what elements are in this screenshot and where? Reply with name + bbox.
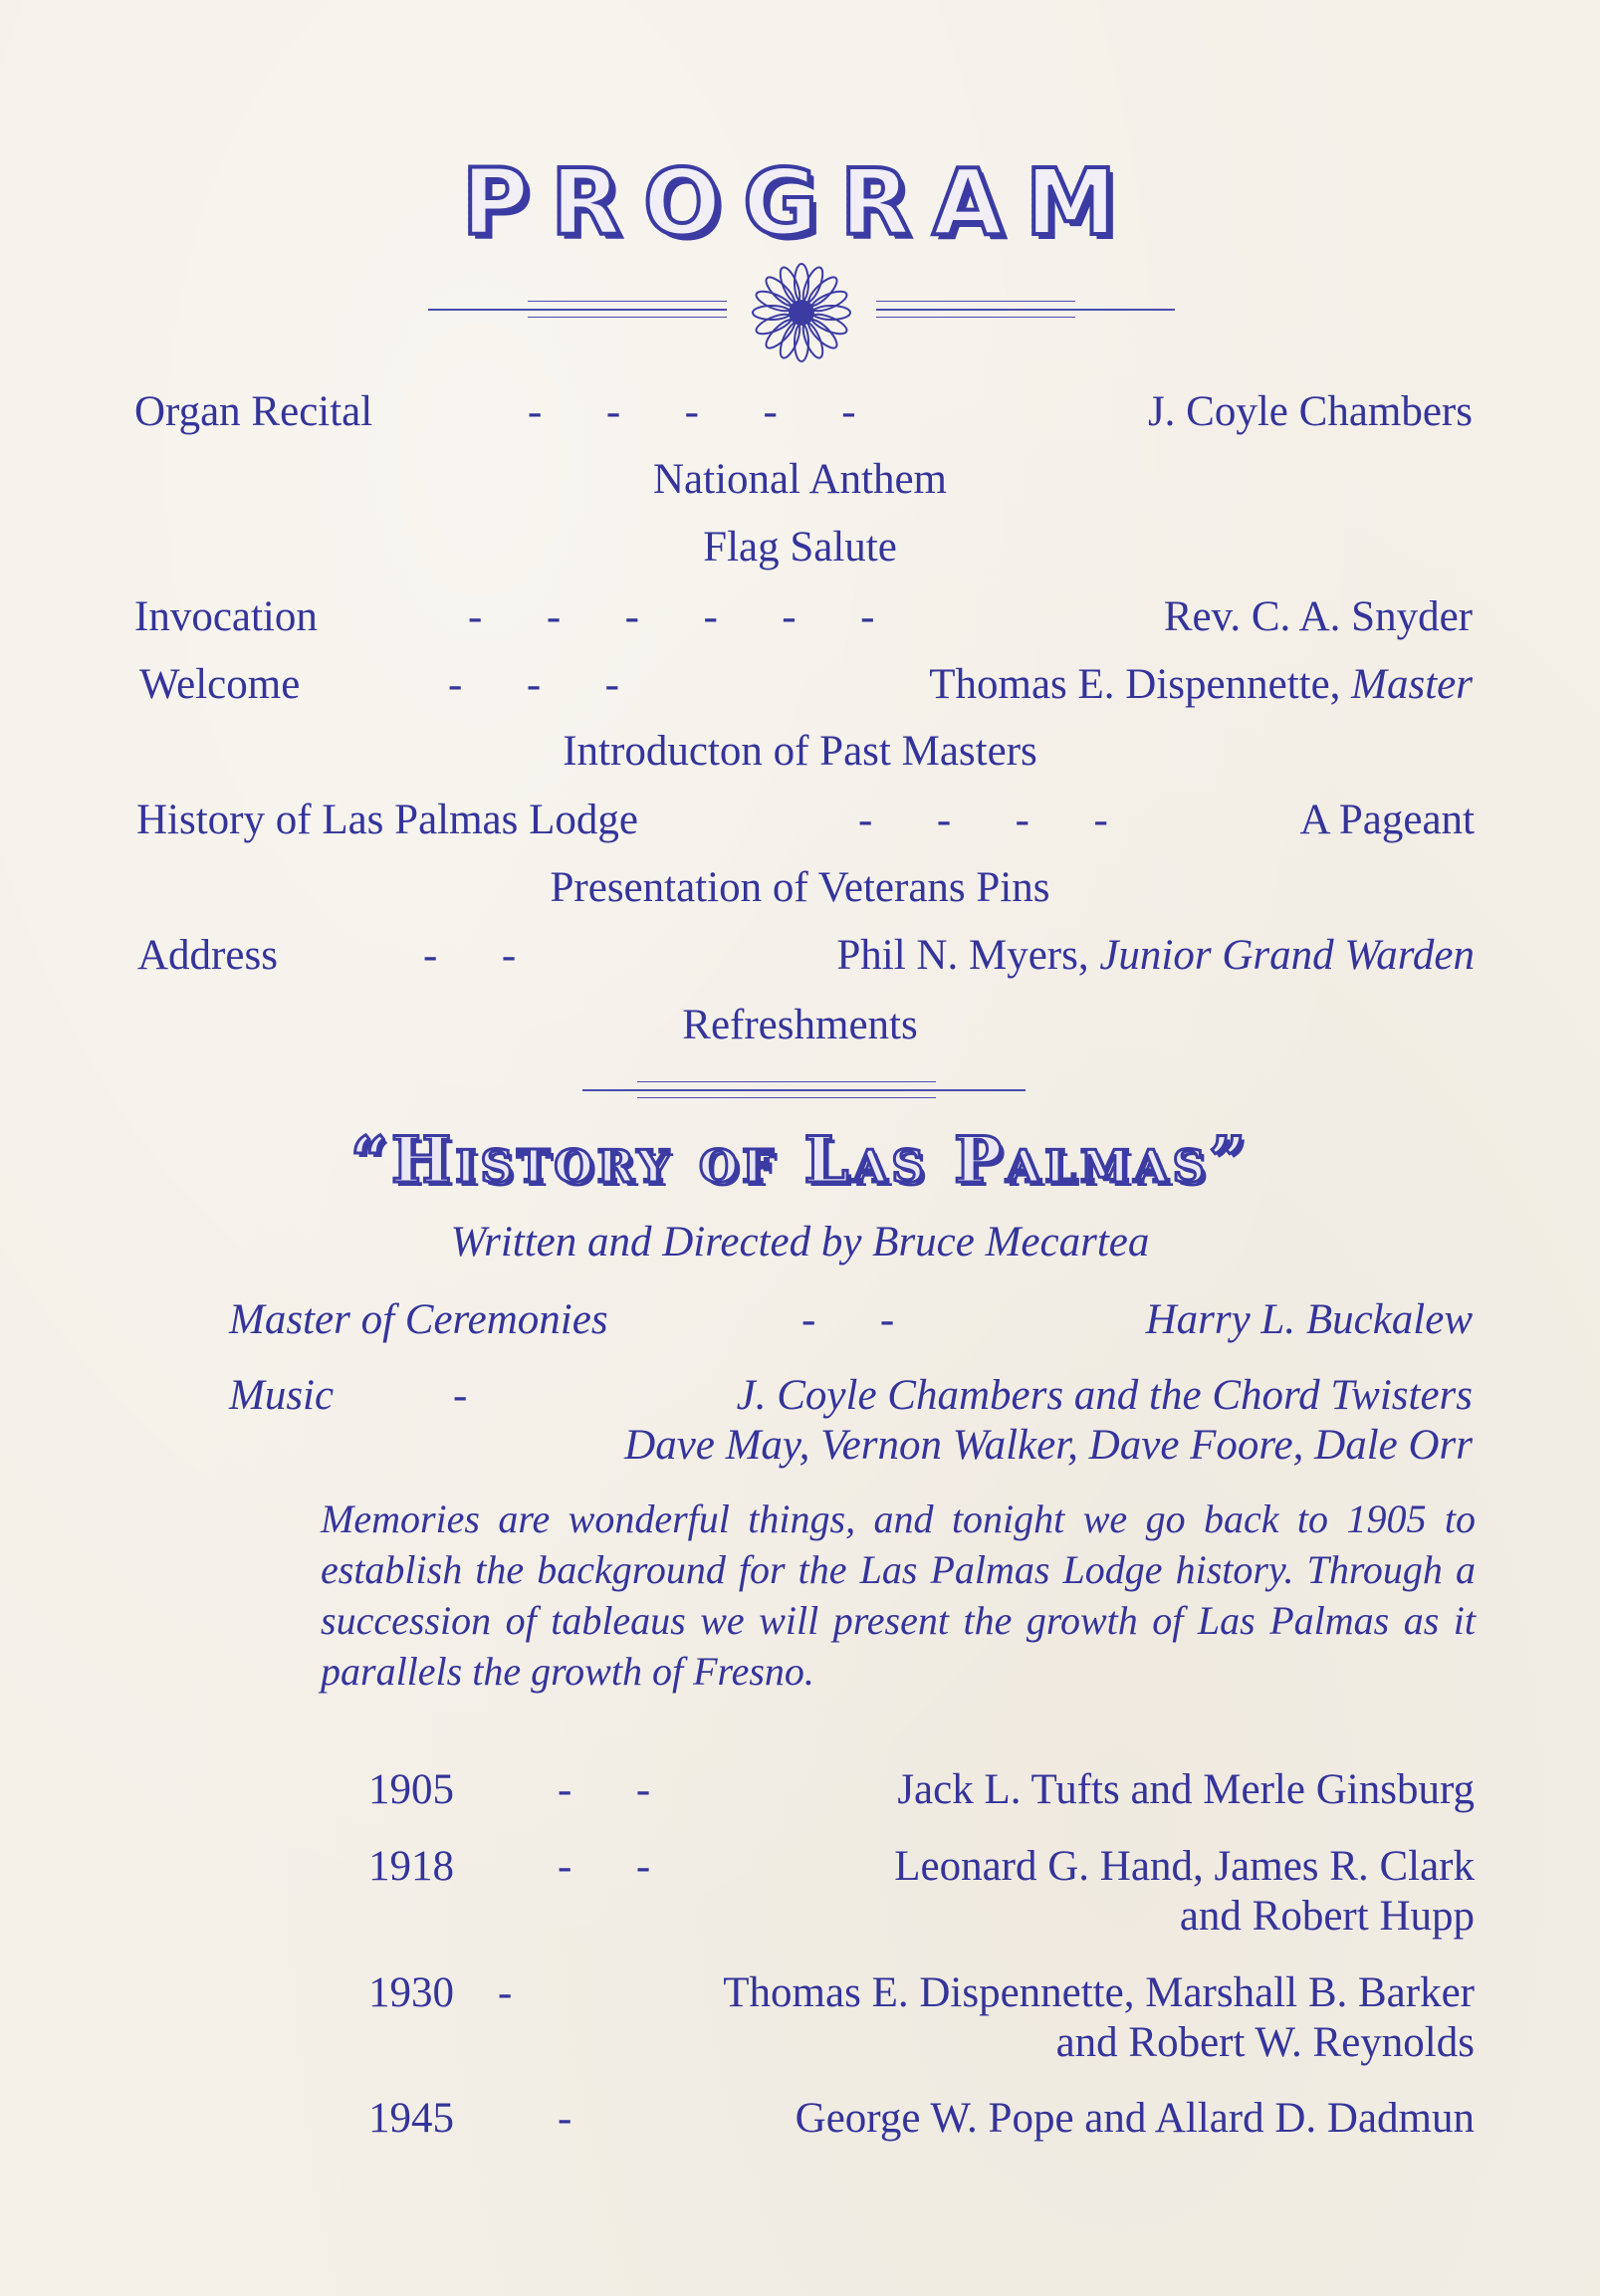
year-cast: Jack L. Tufts and Merle Ginsburg (897, 1766, 1475, 1813)
flower-icon (742, 263, 861, 362)
item-label-address: Address (137, 932, 278, 979)
item-label-invocation: Invocation (134, 593, 318, 640)
year-label: 1905 (368, 1766, 454, 1813)
year-label: 1945 (368, 2095, 454, 2142)
leader-dashes: - - (558, 1843, 651, 1890)
item-performer: Rev. C. A. Snyder (1163, 593, 1473, 640)
leader-dashes: - - (558, 1766, 651, 1813)
item-refreshments: Refreshments (682, 1002, 918, 1048)
ceremonies-value: Harry L. Buckalew (1145, 1296, 1473, 1343)
pageant-subtitle: Written and Directed by Bruce Mecartea (450, 1219, 1150, 1265)
item-flag-salute: Flag Salute (703, 524, 897, 571)
item-performer (836, 934, 1475, 977)
leader-dashes: - - - - (858, 797, 1108, 843)
leader-dashes: - - (801, 1296, 895, 1343)
ceremonies-label: Master of Ceremonies (229, 1296, 608, 1343)
music-label: Music (229, 1372, 335, 1419)
performer-title: Master (1351, 661, 1473, 708)
leader-dashes: - - - (448, 661, 619, 708)
year-cast: George W. Pope and Allard D. Dadmun (795, 2095, 1475, 2142)
item-label-organ-recital: Organ Recital (134, 388, 373, 435)
item-label-history: History of Las Palmas Lodge (136, 797, 638, 843)
year-label: 1918 (368, 1843, 454, 1890)
music-line-1: J. Coyle Chambers and the Chord Twisters (736, 1372, 1473, 1419)
year-cast: Leonard G. Hand, James R. Clark (894, 1843, 1475, 1890)
music-line-2: Dave May, Vernon Walker, Dave Foore, Dale Orr (624, 1422, 1473, 1469)
leader-dashes: - (498, 1969, 513, 2016)
year-cast-continued: and Robert Hupp (1179, 1893, 1475, 1940)
performer-title: Junior Grand Warden (1099, 932, 1475, 979)
year-label: 1930 (368, 1969, 454, 2016)
item-introduction: Introducton of Past Masters (563, 728, 1037, 775)
year-cast-continued: and Robert W. Reynolds (1055, 2019, 1475, 2066)
pageant-description: Memories are wonderful things, and tonight we go back to 1905 to establish the background for the Las Palmas Lodge history. Through a succession of tableaus we will present the growth of Las Palmas as it parallels the growth of Fresno. (321, 1496, 1476, 1694)
year-cast: Thomas E. Dispennette, Marshall B. Barker (723, 1969, 1475, 2016)
item-label-welcome: Welcome (139, 661, 301, 708)
pageant-title: “History of Las Palmas” (350, 1123, 1250, 1198)
item-performer (929, 663, 1473, 706)
leader-dashes: - - (423, 932, 517, 979)
leader-dashes: - - - - - (528, 388, 856, 435)
item-presentation: Presentation of Veterans Pins (550, 864, 1050, 911)
item-performer: J. Coyle Chambers (1147, 388, 1473, 435)
leader-dashes: - - - - - - (468, 593, 875, 640)
item-performer: A Pageant (1299, 797, 1475, 843)
performer-name: Phil N. Myers, (836, 932, 1089, 979)
performer-name: Thomas E. Dispennette, (929, 661, 1341, 708)
program-title: PROGRAM (0, 149, 1600, 256)
item-national-anthem: National Anthem (653, 456, 947, 503)
leader-dashes: - (453, 1372, 468, 1419)
leader-dashes: - (558, 2095, 572, 2142)
